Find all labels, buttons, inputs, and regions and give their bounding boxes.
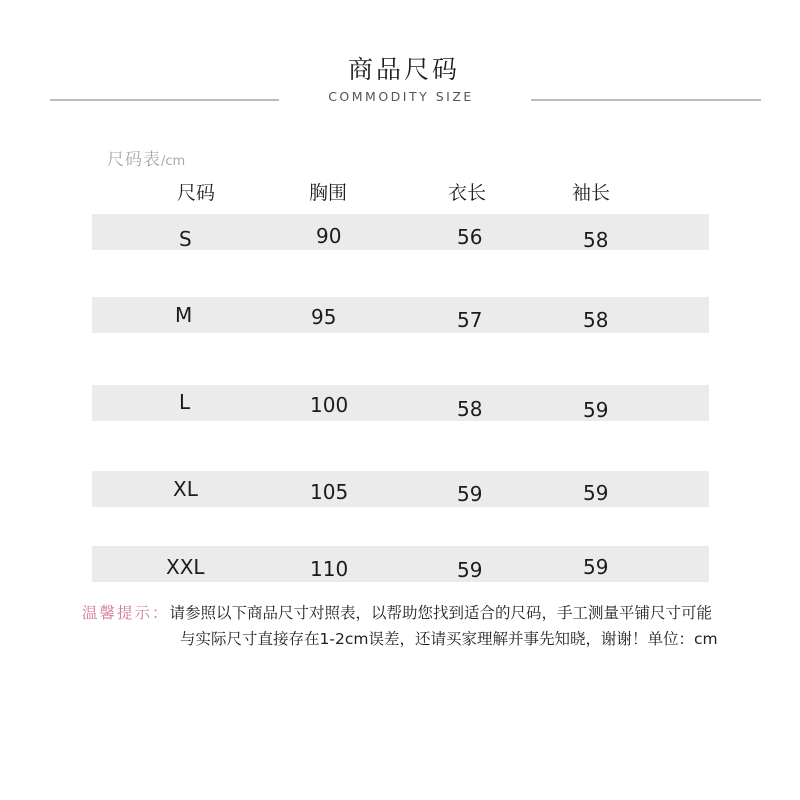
cell-size: S: [179, 227, 192, 251]
cell-sleeve: 58: [583, 308, 609, 332]
cell-size: L: [179, 390, 191, 414]
cell-size: XL: [173, 477, 198, 501]
size-note: [82, 600, 722, 652]
cell-sleeve: 59: [583, 555, 609, 579]
cell-length: 59: [457, 482, 483, 506]
cell-size: M: [175, 303, 193, 327]
cell-length: 57: [457, 308, 483, 332]
size-table-caption: [107, 145, 185, 170]
cell-chest: 100: [310, 393, 349, 417]
title-divider-right: [531, 99, 761, 101]
cell-chest: 90: [316, 224, 342, 248]
note-text: 请参照以下商品尺寸对照表，以帮助您找到适合的尺码，手工测量平铺尺寸可能与实际尺寸直接存在1-2cm误差，还请买家理解并事先知晓，谢谢！单位：cm: [169, 604, 718, 648]
size-table-unit: /cm: [161, 154, 186, 169]
page-subtitle: COMMODITY SIZE: [328, 89, 474, 104]
page-title: 商品尺码: [347, 55, 460, 84]
column-header-sleeve: 袖长: [572, 182, 611, 204]
size-table-caption-text: 尺码表: [107, 150, 161, 170]
note-label: 温馨提示：: [82, 604, 170, 622]
column-header-chest: 胸围: [309, 182, 348, 204]
cell-chest: 95: [311, 305, 337, 329]
cell-sleeve: 59: [583, 481, 609, 505]
cell-chest: 105: [310, 480, 349, 504]
cell-length: 58: [457, 397, 483, 421]
column-header-size: 尺码: [177, 182, 216, 204]
cell-length: 56: [457, 225, 483, 249]
cell-chest: 110: [310, 557, 349, 581]
cell-sleeve: 58: [583, 228, 609, 252]
column-header-length: 衣长: [448, 182, 487, 204]
cell-sleeve: 59: [583, 398, 609, 422]
cell-size: XXL: [166, 555, 205, 579]
cell-length: 59: [457, 558, 483, 582]
